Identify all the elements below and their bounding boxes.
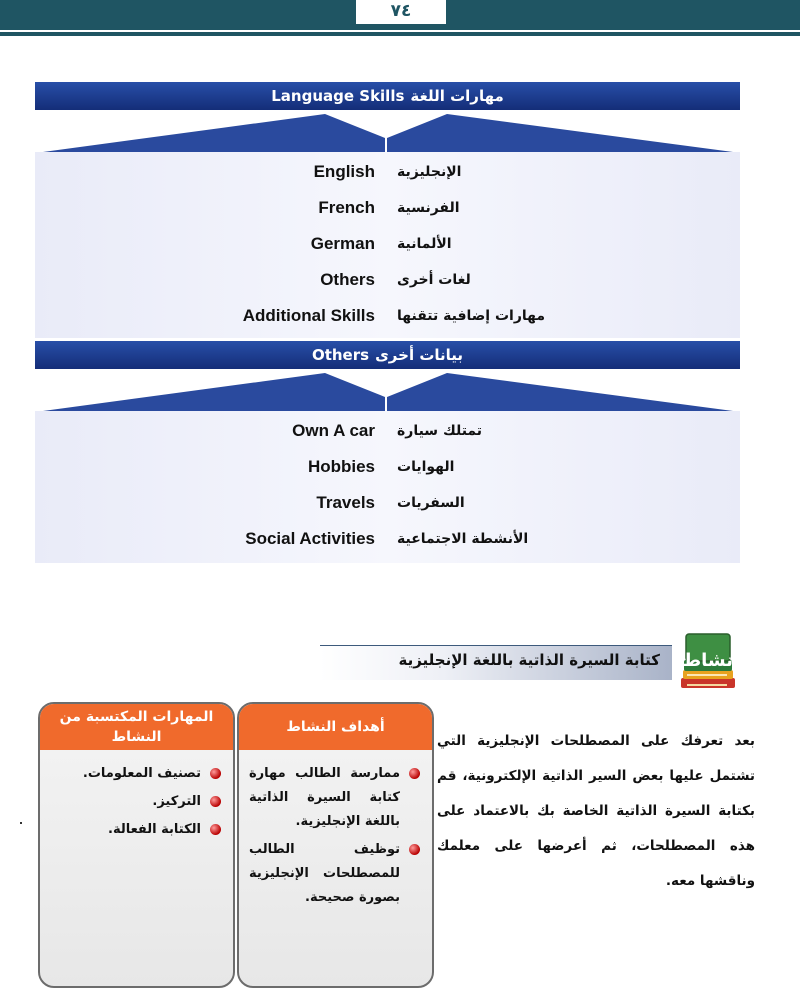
activity-goals-title: أهداف النشاط [239,704,432,750]
row-label-ar: تمتلك سيارة [397,423,483,439]
row-label-en: Travels [316,493,375,512]
activity-paragraph: بعد تعرفك على المصطلحات الإنجليزية التي تشتمل عليها بعض السير الذاتية الإلكترونية، قم بكتابة السيرة الذاتية الخاصة بك بالاعتماد على هذه المصطلحات، ثم أعرضها على معلمك وناقشها معه. [437,733,755,889]
activity-goals-box [237,702,434,988]
row-label-ar: الهوايات [397,459,455,475]
list-item-text: الكتابة الفعالة. [108,822,201,837]
list-item [249,838,420,910]
row-label-ar: الألمانية [397,236,452,252]
row-label-ar: الأنشطة الاجتماعية [397,531,529,547]
activity-label: نشاط [682,650,733,671]
list-item-text: تصنيف المعلومات. [82,766,201,781]
language-skills-panel [35,152,740,338]
row-label-en: Own A car [292,421,375,440]
list-item [50,790,221,814]
row-label-ar: الإنجليزية [397,164,462,180]
table-row [35,190,740,226]
table-row [35,449,740,485]
table-row [35,226,740,262]
table-row [35,521,740,557]
list-item-text: توظيف الطالب للمصطلحات الإنجليزية بصورة صحيحة. [249,842,400,905]
row-label-en: English [313,162,375,181]
list-item [249,762,420,834]
list-item [50,762,221,786]
bullet-icon [409,768,420,779]
bullet-icon [210,796,221,807]
others-header [35,341,740,369]
language-skills-header-en: Language Skills [271,87,405,105]
table-row [35,262,740,298]
list-item-text: التركيز. [152,794,201,809]
table-row [35,298,740,334]
row-label-en: Others [320,270,375,289]
language-skills-header-ar: مهارات اللغة [410,87,504,105]
others-header-en: Others [311,346,370,364]
bullet-icon [409,844,420,855]
row-label-en: French [318,198,375,217]
row-label-en: Social Activities [245,529,375,548]
bullet-icon [210,768,221,779]
row-label-ar: مهارات إضافية تتقنها [397,308,546,324]
row-label-ar: الفرنسية [397,200,460,216]
others-header-ar: بيانات أخرى [375,346,464,364]
list-item-text: ممارسة الطالب مهارة كتابة السيرة الذاتية باللغة الإنجليزية. [249,766,400,829]
language-skills-header [35,82,740,110]
row-label-en: German [310,234,375,253]
row-label-en: Additional Skills [242,306,375,325]
list-item [50,818,221,842]
activity-title: كتابة السيرة الذاتية باللغة الإنجليزية [398,651,660,669]
acquired-skills-list [40,750,233,842]
table-row [35,413,740,449]
stray-mark [20,822,22,824]
table-row [35,154,740,190]
page-number: ٧٤ [355,0,447,25]
acquired-skills-title: المهارات المكتسبة من النشاط [40,704,233,750]
row-label-ar: لغات أخرى [397,272,471,288]
acquired-skills-box [38,702,235,988]
row-label-en: Hobbies [307,457,375,476]
activity-goals-list [239,750,432,910]
table-row [35,485,740,521]
others-panel [35,411,740,563]
page-top-rule [0,32,800,36]
row-label-ar: السفريات [397,495,465,511]
bullet-icon [210,824,221,835]
